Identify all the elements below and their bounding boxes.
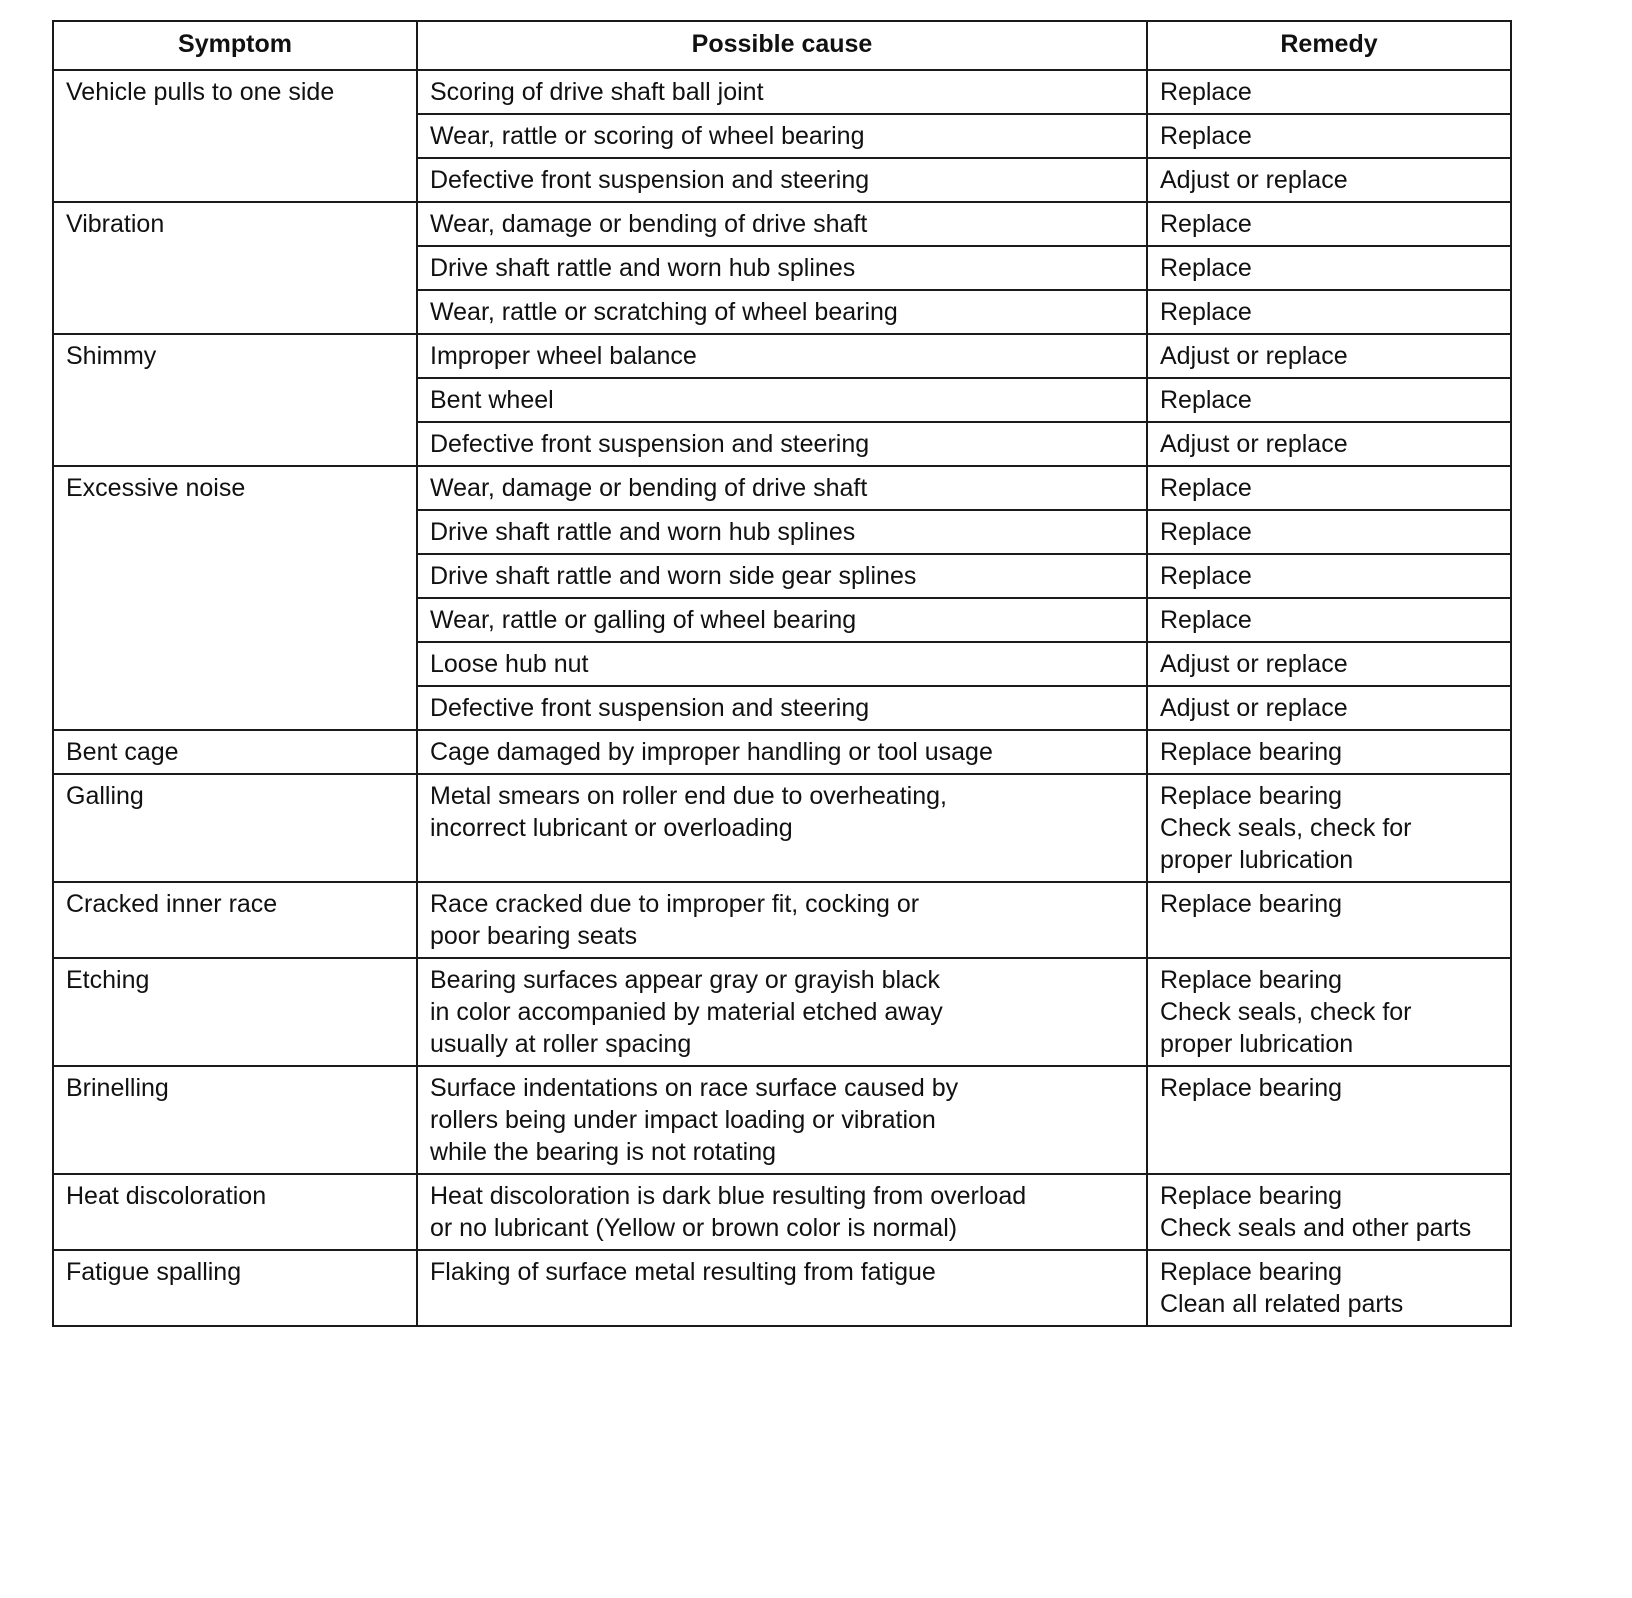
- remedy-cell: Replace bearing Check seals, check for proper lubrication: [1147, 958, 1511, 1066]
- cause-cell: Loose hub nut: [417, 642, 1147, 686]
- remedy-cell: Replace: [1147, 202, 1511, 246]
- cause-cell: Heat discoloration is dark blue resulting from overload or no lubricant (Yellow or brown color is normal): [417, 1174, 1147, 1250]
- table-row: [53, 1066, 1511, 1174]
- cause-cell: Cage damaged by improper handling or tool usage: [417, 730, 1147, 774]
- remedy-cell: Replace: [1147, 598, 1511, 642]
- table-header: [53, 21, 1511, 70]
- symptom-cell: Excessive noise: [53, 466, 417, 730]
- remedy-cell: Replace bearing: [1147, 1066, 1511, 1174]
- table-row: [53, 958, 1511, 1066]
- symptom-cell: Heat discoloration: [53, 1174, 417, 1250]
- header-symptom: Symptom: [53, 21, 417, 70]
- remedy-cell: Replace bearing Check seals and other parts: [1147, 1174, 1511, 1250]
- table-row: [53, 1250, 1511, 1326]
- symptom-cell: Shimmy: [53, 334, 417, 466]
- remedy-cell: Replace: [1147, 378, 1511, 422]
- remedy-cell: Adjust or replace: [1147, 334, 1511, 378]
- cause-cell: Defective front suspension and steering: [417, 686, 1147, 730]
- remedy-cell: Replace bearing Check seals, check for proper lubrication: [1147, 774, 1511, 882]
- cause-cell: Improper wheel balance: [417, 334, 1147, 378]
- cause-cell: Drive shaft rattle and worn hub splines: [417, 246, 1147, 290]
- table-row: [53, 202, 1511, 246]
- cause-cell: Race cracked due to improper fit, cocking or poor bearing seats: [417, 882, 1147, 958]
- table-row: [53, 882, 1511, 958]
- cause-cell: Drive shaft rattle and worn side gear splines: [417, 554, 1147, 598]
- symptom-cell: Etching: [53, 958, 417, 1066]
- remedy-cell: Adjust or replace: [1147, 158, 1511, 202]
- table-row: [53, 774, 1511, 882]
- table-row: [53, 70, 1511, 114]
- symptom-cell: Cracked inner race: [53, 882, 417, 958]
- cause-cell: Metal smears on roller end due to overheating, incorrect lubricant or overloading: [417, 774, 1147, 882]
- cause-cell: Defective front suspension and steering: [417, 422, 1147, 466]
- cause-cell: Scoring of drive shaft ball joint: [417, 70, 1147, 114]
- remedy-cell: Replace: [1147, 70, 1511, 114]
- cause-cell: Wear, rattle or scoring of wheel bearing: [417, 114, 1147, 158]
- table-body: [53, 70, 1511, 1326]
- cause-cell: Bearing surfaces appear gray or grayish black in color accompanied by material etched away usually at roller spacing: [417, 958, 1147, 1066]
- header-possible-cause: Possible cause: [417, 21, 1147, 70]
- remedy-cell: Replace bearing: [1147, 882, 1511, 958]
- table-row: [53, 730, 1511, 774]
- cause-cell: Wear, rattle or galling of wheel bearing: [417, 598, 1147, 642]
- cause-cell: Wear, damage or bending of drive shaft: [417, 202, 1147, 246]
- symptom-cell: Brinelling: [53, 1066, 417, 1174]
- symptom-cell: Fatigue spalling: [53, 1250, 417, 1326]
- table-row: [53, 334, 1511, 378]
- remedy-cell: Replace bearing: [1147, 730, 1511, 774]
- cause-cell: Drive shaft rattle and worn hub splines: [417, 510, 1147, 554]
- cause-cell: Flaking of surface metal resulting from fatigue: [417, 1250, 1147, 1326]
- cause-cell: Bent wheel: [417, 378, 1147, 422]
- remedy-cell: Replace: [1147, 466, 1511, 510]
- cause-cell: Defective front suspension and steering: [417, 158, 1147, 202]
- table-row: [53, 466, 1511, 510]
- remedy-cell: Adjust or replace: [1147, 686, 1511, 730]
- remedy-cell: Replace: [1147, 290, 1511, 334]
- symptom-cell: Galling: [53, 774, 417, 882]
- troubleshooting-table: [52, 20, 1512, 1327]
- symptom-cell: Vehicle pulls to one side: [53, 70, 417, 202]
- header-row: [53, 21, 1511, 70]
- remedy-cell: Replace: [1147, 246, 1511, 290]
- table-row: [53, 1174, 1511, 1250]
- cause-cell: Wear, damage or bending of drive shaft: [417, 466, 1147, 510]
- symptom-cell: Vibration: [53, 202, 417, 334]
- cause-cell: Surface indentations on race surface caused by rollers being under impact loading or vibration while the bearing is not rotating: [417, 1066, 1147, 1174]
- header-remedy: Remedy: [1147, 21, 1511, 70]
- remedy-cell: Replace bearing Clean all related parts: [1147, 1250, 1511, 1326]
- remedy-cell: Replace: [1147, 510, 1511, 554]
- remedy-cell: Replace: [1147, 554, 1511, 598]
- remedy-cell: Adjust or replace: [1147, 642, 1511, 686]
- remedy-cell: Adjust or replace: [1147, 422, 1511, 466]
- symptom-cell: Bent cage: [53, 730, 417, 774]
- remedy-cell: Replace: [1147, 114, 1511, 158]
- cause-cell: Wear, rattle or scratching of wheel bearing: [417, 290, 1147, 334]
